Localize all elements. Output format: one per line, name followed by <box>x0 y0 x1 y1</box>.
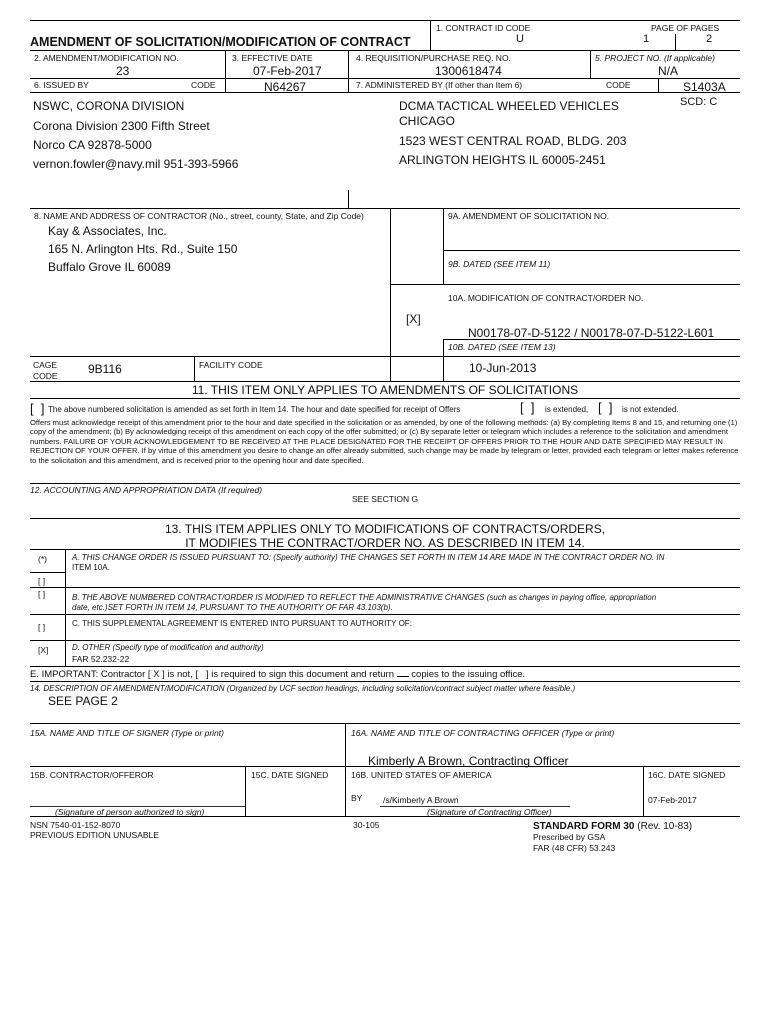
admin-line: DCMA TACTICAL WHEELED VEHICLES <box>399 99 619 113</box>
item10b-value: 10-Jun-2013 <box>469 361 537 375</box>
standard-form-title: STANDARD FORM 30 <box>533 821 635 832</box>
item13-heading-1: 13. THIS ITEM APPLIES ONLY TO MODIFICATIONS OF CONTRACTS/ORDERS, <box>164 522 606 536</box>
item13a-text: A. THIS CHANGE ORDER IS ISSUED PURSUANT TO: (Specify authority) THE CHANGES SET FORTH IN ITEM 14 ARE MADE IN THE CONTRACT ORDER NO. IN <box>72 553 665 562</box>
item-e-part-a: E. IMPORTANT: Contractor [ <box>30 669 151 680</box>
item13b-text-2: date, etc.)SET FORTH IN ITEM 14, PURSUANT TO THE AUTHORITY OF FAR 43.103(b). <box>72 603 393 612</box>
item15c-label: 15C. DATE SIGNED <box>251 770 329 780</box>
contractor-signature-line <box>30 806 245 807</box>
admin-code-label: CODE <box>606 80 631 90</box>
issued-by-label: 6. ISSUED BY <box>34 80 89 90</box>
effective-date-label: 3. EFFECTIVE DATE <box>232 53 313 63</box>
rule <box>390 284 740 285</box>
item-e-part-d: copies to the issuing office. <box>411 669 526 680</box>
rule-v <box>643 766 644 816</box>
item-e-part-c: ] is required to sign this document and return <box>206 669 394 680</box>
item11-checkbox-3[interactable]: [ ] <box>598 400 613 415</box>
far-reference: FAR (48 CFR) 53.243 <box>533 843 616 853</box>
contractor-line: Buffalo Grove IL 60089 <box>48 260 171 274</box>
item16c-value: 07-Feb-2017 <box>648 795 697 805</box>
item10b-label: 10B. DATED (SEE ITEM 13) <box>448 342 556 352</box>
item11-checkbox-2[interactable]: [ ] <box>520 400 535 415</box>
item13d-mark[interactable]: [X] <box>38 645 49 655</box>
rule <box>30 681 740 682</box>
cage-value: 9B116 <box>88 362 122 376</box>
rule-v <box>590 50 591 78</box>
effective-date-value: 07-Feb-2017 <box>253 64 322 78</box>
cage-label-2: CODE <box>33 371 58 381</box>
form-number: 30-105 <box>353 820 380 830</box>
rule-v <box>658 78 659 92</box>
item-e-part-b: ] is not, [ <box>162 669 199 680</box>
item13c-text: C. THIS SUPPLEMENTAL AGREEMENT IS ENTERED INTO PURSUANT TO AUTHORITY OF: <box>72 619 412 628</box>
item13b-text: B. THE ABOVE NUMBERED CONTRACT/ORDER IS MODIFIED TO REFLECT THE ADMINISTRATIVE CHANGES (such as changes in paying office, appropriation <box>72 593 657 602</box>
rule-v <box>675 34 676 50</box>
issued-code-value: N64267 <box>264 80 307 94</box>
issued-line: Corona Division 2300 Fifth Street <box>33 119 210 133</box>
page-number: 1 <box>643 33 650 45</box>
item13-heading-2: IT MODIFIES THE CONTRACT/ORDER NO. AS DESCRIBED IN ITEM 14. <box>185 536 585 550</box>
rule-v <box>390 208 391 381</box>
rule <box>30 587 740 588</box>
admin-line: 1523 WEST CENTRAL ROAD, BLDG. 203 <box>399 134 627 148</box>
requisition-label: 4. REQUISITION/PURCHASE REQ. NO. <box>356 53 511 63</box>
rule <box>30 518 740 519</box>
admin-line: ARLINGTON HEIGHTS IL 60005-2451 <box>399 153 606 167</box>
rule-v <box>225 78 226 92</box>
project-no-value: N/A <box>658 64 679 78</box>
by-label: BY <box>351 793 363 803</box>
item9b-label: 9B. DATED (SEE ITEM 11) <box>448 259 551 269</box>
pages-label: PAGE OF PAGES <box>651 23 720 33</box>
rule <box>30 50 740 51</box>
contract-id-value: U <box>516 33 524 45</box>
rule-v <box>430 20 431 50</box>
item11-heading: 11. THIS ITEM ONLY APPLIES TO AMENDMENTS OF SOLICITATIONS <box>191 383 579 397</box>
item11-paragraph: Offers must acknowledge receipt of this amendment prior to the hour and date specified in the solicitation or as amended, by one of the following methods: (a) By completing Items 8 and 15, and returning one (1) copy of the amendment; (b) By acknowledging receipt of this amendment on each copy of the offer submitted; or (c) By separate letter or telegram which includes a reference to the solicitation and amendment numbers. FAILURE OF YOUR ACKNOWLEDGEMENT TO BE RECEIVED AT THE PLACE DESIGNATED FOR THE RECEIPT OF OFFERS PRIOR TO THE HOUR AND DATE SPECIFIED MAY RESULT IN REJECTION OF YOUR OFFER. If by virtue of this amendment you desire to change an offer already submitted, such change may be made by telegram or letter, provided each telegram or letter makes reference to the solicitation and this amendment, and is received prior to the opening hour and date specified. <box>30 418 739 465</box>
rule <box>30 356 740 357</box>
standard-form-rev: (Rev. 10-83) <box>637 821 693 832</box>
admin-code-value: S1403A <box>683 80 726 94</box>
item11-checkbox-1[interactable]: [ ] <box>30 401 45 416</box>
item13b-mark[interactable]: [ ] <box>38 589 46 599</box>
issued-code-label: CODE <box>191 80 216 90</box>
rule-v <box>348 50 349 92</box>
item10a-mark: [X] <box>406 312 421 326</box>
cage-label: CAGE <box>33 360 58 370</box>
administered-by-label: 7. ADMINISTERED BY (If other than Item 6) <box>356 80 523 90</box>
item13a-text-2: ITEM 10A. <box>72 563 110 572</box>
rule <box>30 572 65 573</box>
rule <box>30 208 740 209</box>
rule <box>30 640 740 641</box>
nsn-number: NSN 7540-01-152-8070 <box>30 820 121 830</box>
item13d-value: FAR 52.232-22 <box>72 654 130 664</box>
rule <box>30 483 740 484</box>
item11-extended: is extended, <box>545 405 589 414</box>
form-title: AMENDMENT OF SOLICITATION/MODIFICATION OF CONTRACT <box>30 35 411 49</box>
amendment-no-value: 23 <box>116 64 130 78</box>
contractor-line: Kay & Associates, Inc. <box>48 224 167 238</box>
rule-v <box>194 356 195 381</box>
rule <box>30 614 740 615</box>
item15a-label: 15A. NAME AND TITLE OF SIGNER (Type or print) <box>30 728 224 738</box>
requisition-value: 1300618474 <box>435 64 502 78</box>
rule-v <box>348 190 349 208</box>
item16b-label: 16B. UNITED STATES OF AMERICA <box>351 770 492 780</box>
rule <box>30 398 740 399</box>
issued-line: vernon.fowler@navy.mil 951-393-5966 <box>33 157 239 171</box>
item11-line1: The above numbered solicitation is amended as set forth in Item 14. The hour and date specified for receipt of Offers <box>48 405 461 414</box>
admin-line: CHICAGO <box>399 114 456 128</box>
contract-id-label: 1. CONTRACT ID CODE <box>436 23 531 33</box>
prescribed-by: Prescribed by GSA <box>533 832 606 842</box>
item-e-x[interactable]: X <box>153 669 160 680</box>
page-total: 2 <box>706 33 713 45</box>
item14-value: SEE PAGE 2 <box>48 694 118 708</box>
previous-edition: PREVIOUS EDITION UNUSABLE <box>30 830 159 840</box>
item15b-label: 15B. CONTRACTOR/OFFEROR <box>30 770 154 780</box>
item-e-copies-blank[interactable] <box>397 676 409 677</box>
item12-label: 12. ACCOUNTING AND APPROPRIATION DATA (If required) <box>30 485 263 495</box>
item16c-label: 16C. DATE SIGNED <box>648 770 726 780</box>
rule-v <box>245 766 246 816</box>
rule <box>30 92 740 93</box>
rule <box>30 381 740 382</box>
contractor-label: 8. NAME AND ADDRESS OF CONTRACTOR (No., street, county, State, and Zip Code) <box>34 211 364 221</box>
item10a-label: 10A. MODIFICATION OF CONTRACT/ORDER NO. <box>448 293 644 303</box>
item10a-value: N00178-07-D-5122 / N00178-07-D-5122-L601 <box>468 326 715 340</box>
contractor-signature-caption: (Signature of person authorized to sign) <box>55 807 205 817</box>
project-no-label: 5. PROJECT NO. (If applicable) <box>595 53 715 63</box>
rule <box>30 20 740 21</box>
item13d-text: D. OTHER (Specify type of modification and authority) <box>72 643 264 652</box>
scd-value: SCD: C <box>680 96 718 108</box>
rule-v <box>345 723 346 816</box>
rule-v <box>65 549 66 666</box>
rule <box>443 250 740 251</box>
officer-signature: /s/Kimberly A Brown <box>383 795 459 805</box>
issued-line: Norco CA 92878-5000 <box>33 138 152 152</box>
rule-v <box>225 50 226 78</box>
rule <box>30 723 740 724</box>
item13a-mark[interactable]: (*) <box>38 554 47 564</box>
officer-signature-caption: (Signature of Contracting Officer) <box>427 807 552 817</box>
item9a-label: 9A. AMENDMENT OF SOLICITATION NO. <box>448 211 610 221</box>
item11-not-extended: is not extended. <box>622 405 679 414</box>
item16a-value: Kimberly A Brown, Contracting Officer <box>368 754 569 768</box>
item12-value: SEE SECTION G <box>351 494 419 504</box>
amendment-no-label: 2. AMENDMENT/MODIFICATION NO. <box>34 53 179 63</box>
rule <box>30 78 740 79</box>
item16a-label: 16A. NAME AND TITLE OF CONTRACTING OFFICER (Type or print) <box>351 728 615 738</box>
facility-code-label: FACILITY CODE <box>199 360 263 370</box>
issued-line: NSWC, CORONA DIVISION <box>33 99 185 113</box>
item-e-line <box>30 670 525 680</box>
rule <box>30 666 740 667</box>
item13-blank-mark[interactable]: [ ] <box>38 576 46 586</box>
contractor-line: 165 N. Arlington Hts. Rd., Suite 150 <box>48 242 238 256</box>
rule-v <box>443 339 444 381</box>
item14-label: 14. DESCRIPTION OF AMENDMENT/MODIFICATION (Organized by UCF section headings, including solicitation/contract subject matter where feasible.) <box>30 684 576 693</box>
rule-v <box>443 208 444 284</box>
item13c-mark[interactable]: [ ] <box>38 622 46 632</box>
